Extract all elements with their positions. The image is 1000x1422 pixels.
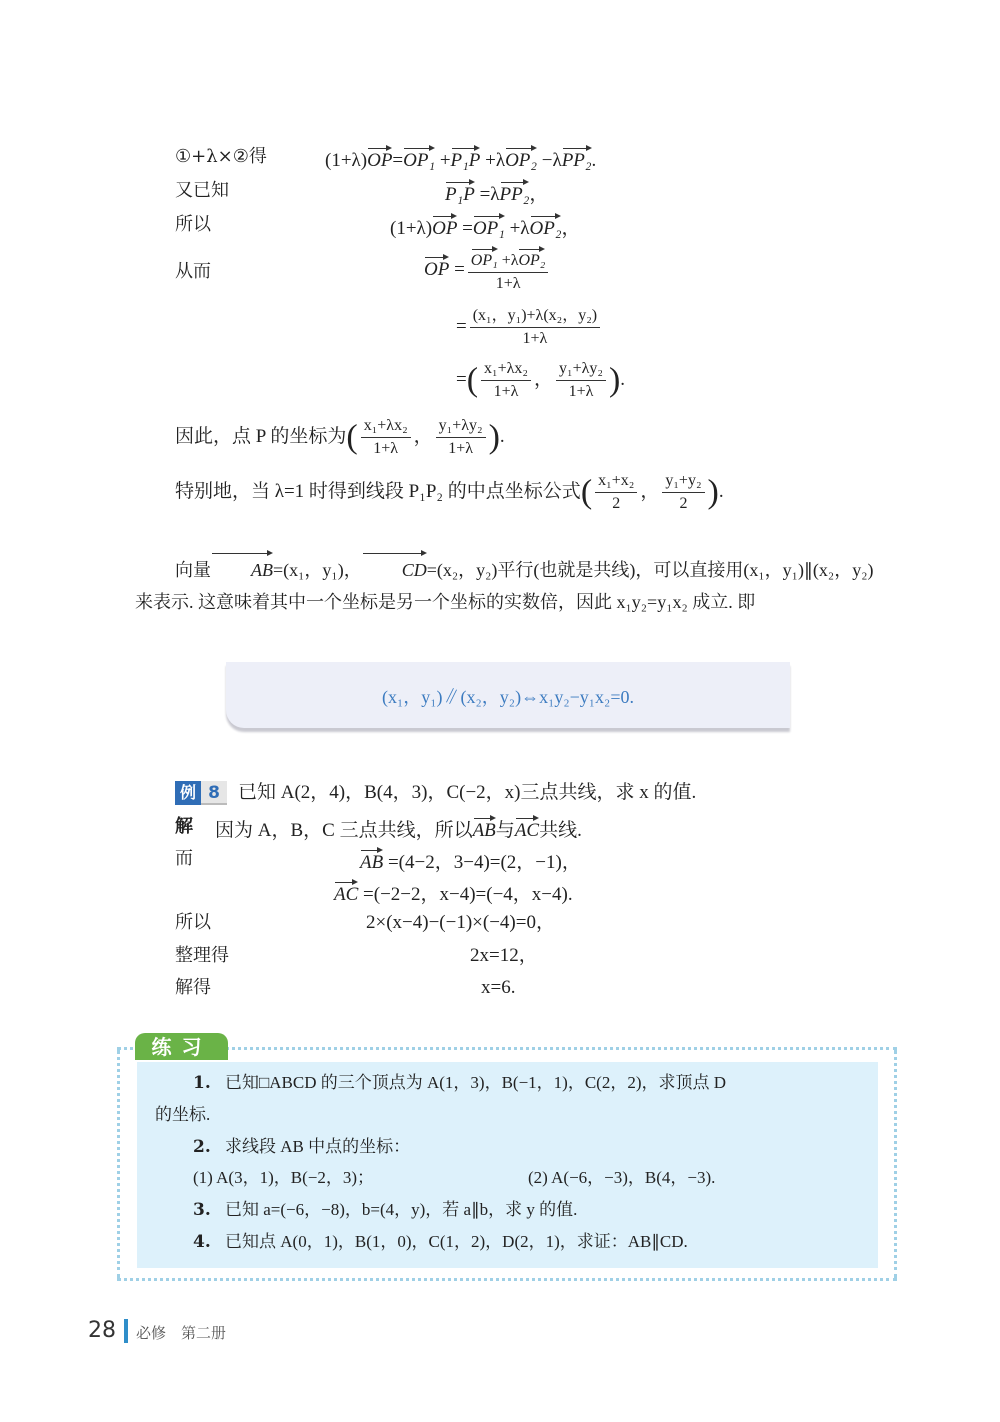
key-formula: (x₁，y₁)∥(x₂，y₂)⇔x₁y₂−y₁x₂=0. [382, 687, 634, 707]
question-text: 求线段 AB 中点的坐标： [225, 1137, 411, 1156]
math-text: +λ [480, 150, 506, 171]
vector: AB [211, 550, 273, 586]
vector: OP₁ [471, 246, 498, 272]
math-text: . [499, 425, 505, 447]
math-text: 1+λ [522, 330, 548, 347]
math-text: = [457, 218, 473, 239]
example-question: 已知 A(2，4)，B(4，3)，C(−2，x)三点共线，求 x 的值. [238, 782, 697, 803]
math-text: = [392, 150, 404, 171]
denominator [520, 328, 551, 350]
math-text: (x₁，y₁)+λ(x₂，y₂) [472, 307, 598, 324]
step-label: 所以 [175, 912, 211, 933]
solution-line [334, 879, 573, 907]
math-text: =(−2−2，x−4)=(−4，x−4). [358, 884, 573, 905]
math-text: . [591, 150, 597, 171]
numerator [662, 470, 704, 493]
step-label: 又已知 [175, 180, 229, 201]
page-number: 28 [88, 1318, 116, 1343]
math-text: 1+λ [495, 275, 521, 292]
vector: P₁P [445, 179, 475, 207]
math-text: 1+λ [373, 440, 399, 457]
solution-line [360, 847, 581, 875]
step-label: ①+λ×②得 [175, 146, 267, 167]
math-text: x₁+λx₂ [363, 417, 408, 434]
math-text: 2×(x−4)−(−1)×(−4)=0， [366, 912, 555, 933]
book-title: 必修 第二册 [136, 1324, 227, 1342]
math-text: = [456, 368, 467, 390]
math-text: ， [533, 368, 553, 390]
vector: OP [432, 213, 457, 241]
math-text: ， [640, 480, 660, 502]
vector: PP₂ [562, 145, 592, 173]
vector: OP₁ [473, 213, 505, 241]
denominator [370, 438, 401, 460]
math-text: ， [529, 184, 549, 205]
step-label: 而 [175, 848, 193, 869]
math-text: 向量 [175, 560, 211, 580]
vector: OP₁ [403, 145, 435, 173]
solution-line [366, 911, 555, 935]
math-text: 共线. [539, 820, 582, 841]
footer-divider [124, 1319, 128, 1343]
math-text: 特别地，当 λ=1 时得到线段 P₁P₂ 的中点坐标公式 [175, 480, 581, 502]
midpoint-line [175, 470, 724, 515]
question-subpart: (2) A(−6，−3)，B(4，−3). [528, 1168, 716, 1187]
fraction [470, 305, 600, 350]
key-formula-box [226, 662, 790, 728]
equation-line [390, 213, 580, 241]
math-text: = [456, 315, 467, 337]
vector: AB [360, 847, 383, 875]
example-tag: 例 [175, 781, 201, 805]
fraction [481, 358, 531, 403]
question-text: 的坐标. [155, 1105, 211, 1124]
numerator [595, 470, 637, 493]
practice-title: 练习 [135, 1033, 228, 1060]
numerator [470, 305, 600, 328]
question-number: 3. [193, 1200, 211, 1220]
vector: CD [362, 550, 427, 586]
vector: OP₂ [518, 246, 545, 272]
fraction [662, 470, 704, 515]
numerator [468, 246, 549, 273]
math-text: =λ [474, 184, 500, 205]
fraction [436, 415, 486, 460]
math-text: (1+λ) [390, 218, 433, 239]
math-text: 2x=12， [470, 945, 538, 966]
example-badge [175, 781, 227, 805]
example-number: 8 [201, 781, 227, 805]
math-text: 1+λ [493, 383, 519, 400]
vector: OP₂ [530, 213, 562, 241]
math-text: 因为 A，B，C 三点共线，所以 [215, 820, 473, 841]
math-text: =(4−2，3−4)=(2，−1)， [383, 852, 581, 873]
math-text: 2 [679, 495, 688, 512]
math-text: . [718, 480, 724, 502]
equation-line [445, 179, 548, 207]
math-text: y₁+y₂ [665, 472, 702, 489]
step-label: 从而 [175, 261, 211, 282]
denominator [493, 273, 524, 295]
bracket: ( [346, 418, 358, 456]
question-text: 已知□ABCD 的三个顶点为 A(1，3)，B(−1，1)，C(2，2)，求顶点 D [225, 1073, 727, 1092]
math-text: 与 [495, 820, 515, 841]
result-line [175, 415, 505, 460]
math-text: x₁+λx₂ [484, 360, 528, 377]
math-text: ， [413, 425, 433, 447]
bracket: ) [488, 418, 500, 456]
solution-line [481, 976, 515, 1000]
fraction [468, 246, 549, 295]
vector: AC [334, 879, 358, 907]
numerator [481, 358, 531, 381]
step-label: 解得 [175, 977, 211, 998]
vector: OP [424, 254, 449, 282]
equation-line [424, 246, 551, 295]
numerator [436, 415, 486, 438]
math-text: y₁+λy₂ [438, 417, 483, 434]
numerator [556, 358, 606, 381]
math-text: =(x₁，y₁)， [273, 560, 362, 580]
math-text: + [435, 150, 451, 171]
question-text: 已知点 A(0，1)，B(1，0)，C(1，2)，D(2，1)，求证：AB∥CD. [225, 1232, 688, 1251]
math-text: 因此，点 P 的坐标为 [175, 425, 347, 447]
bracket: ) [707, 473, 719, 511]
bracket: ( [580, 473, 593, 511]
vector: OP [367, 145, 392, 173]
solution-line [215, 815, 582, 843]
math-text: +λ [504, 218, 530, 239]
bracket: ( [466, 361, 479, 399]
bracket: ) [608, 361, 621, 399]
question-number: 1. [193, 1073, 211, 1093]
fraction [361, 415, 411, 460]
math-text: x=6. [481, 977, 516, 998]
math-text: −λ [537, 150, 562, 171]
equation-line [456, 305, 603, 350]
question-number: 4. [193, 1232, 211, 1252]
solution-label: 解 [175, 816, 193, 837]
numerator [361, 415, 411, 438]
collinear-paragraph [135, 550, 880, 618]
step-label: 所以 [175, 214, 211, 235]
vector: OP₂ [505, 145, 537, 173]
denominator [445, 438, 476, 460]
denominator [609, 493, 623, 515]
question-number: 2. [193, 1137, 211, 1157]
math-text: 1+λ [448, 440, 474, 457]
math-text: 1+λ [568, 383, 594, 400]
denominator [491, 381, 522, 403]
vector: AC [515, 815, 539, 843]
math-text: = [449, 258, 465, 280]
vector: PP₂ [500, 179, 530, 207]
fraction [556, 358, 606, 403]
divider [894, 1050, 897, 1278]
equation-line [456, 358, 625, 403]
denominator [676, 493, 690, 515]
solution-line [470, 944, 538, 968]
step-label: 整理得 [175, 945, 229, 966]
math-text: +λ [497, 252, 519, 269]
divider [117, 1050, 120, 1278]
math-text: y₁+λy₂ [559, 360, 603, 377]
vector: AB [473, 815, 496, 843]
math-text: (1+λ) [325, 150, 368, 171]
fraction [595, 470, 637, 515]
math-text: . [620, 368, 626, 390]
vector: P₁P [451, 145, 481, 173]
equation-line [325, 145, 596, 173]
question-subpart: (1) A(3，1)，B(−2，3)； [193, 1168, 374, 1187]
math-text: =(x₂，y₂)平行(也就是共线)，可以直接用(x₁，y₁)∥(x₂，y₂)来表示. 这意味着其中一个坐标是另一个坐标的实数倍，因此 x₁y₂=y₁x₂ 成立. 即 [135, 560, 874, 612]
question-text: 已知 a=(−6，−8)，b=(4，y)，若 a∥b，求 y 的值. [225, 1200, 578, 1219]
denominator [566, 381, 597, 403]
math-text: ， [561, 218, 581, 239]
math-text: 2 [612, 495, 621, 512]
math-text: x₁+x₂ [598, 472, 635, 489]
